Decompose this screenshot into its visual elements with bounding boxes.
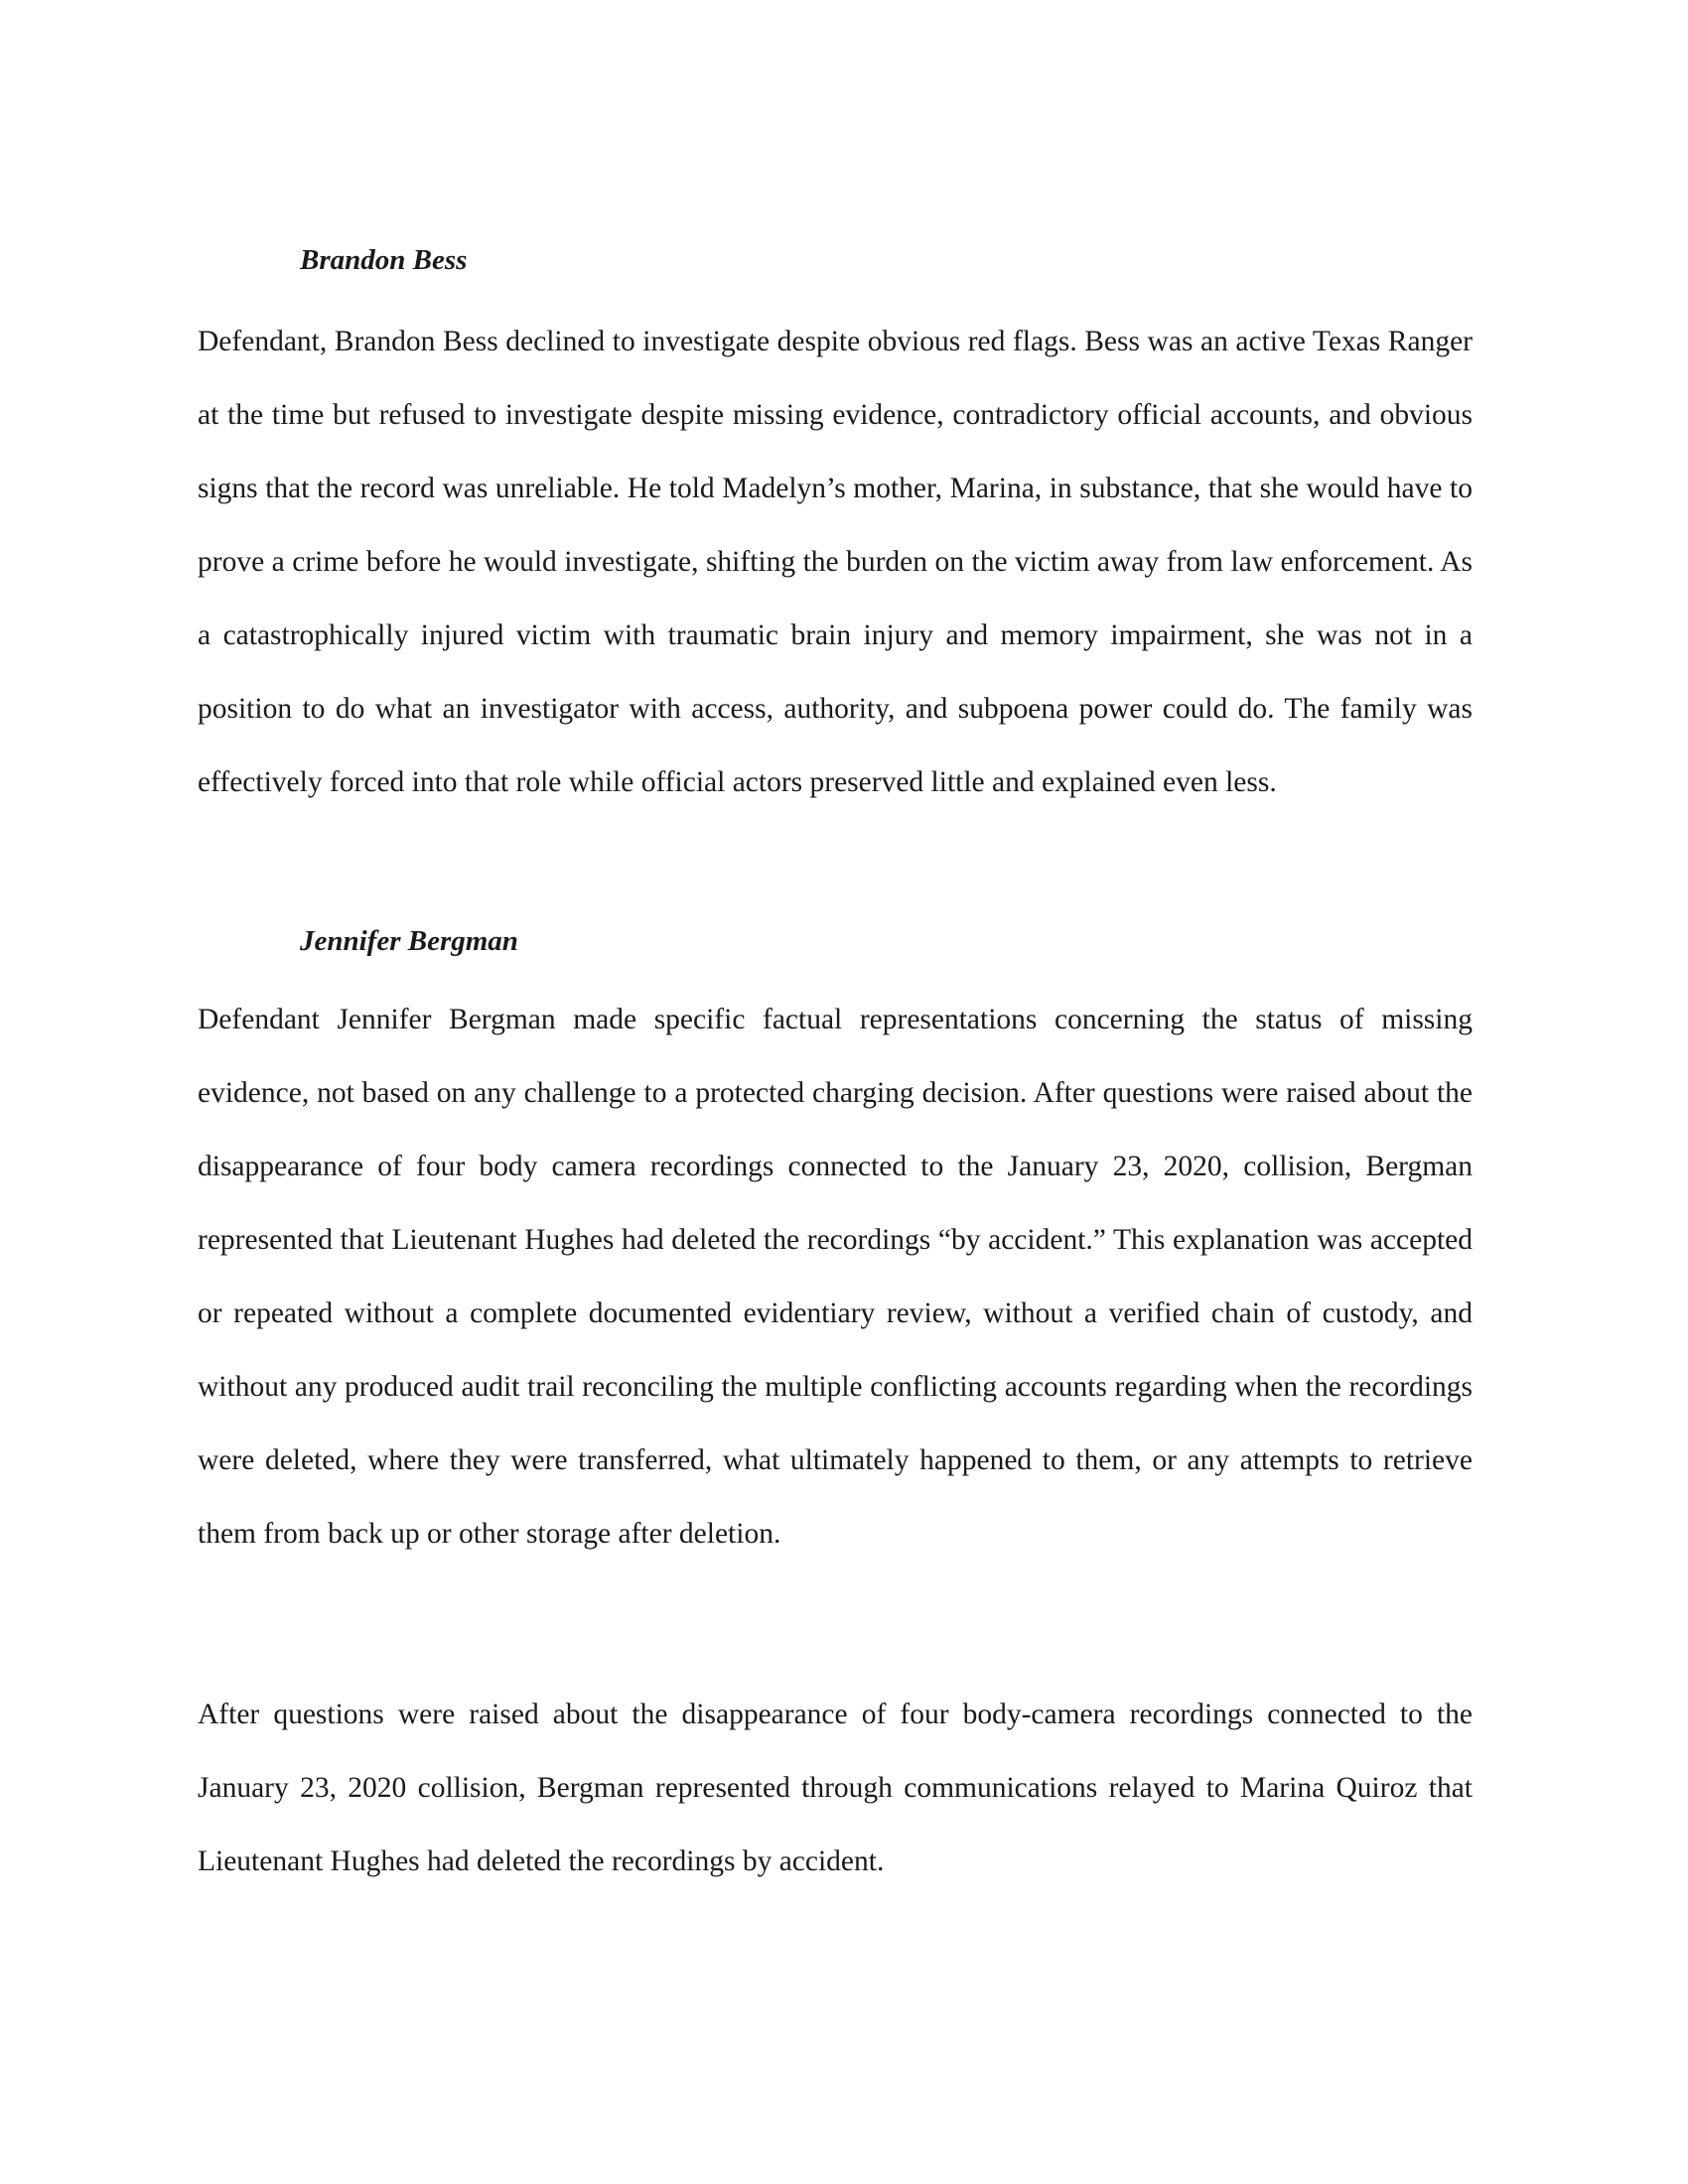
section-heading-brandon-bess: Brandon Bess [300, 244, 468, 276]
paragraph-bergman-body: Defendant Jennifer Bergman made specific factual representations concerning the status of missing evidence, not based on any challenge to a protected charging decision. After questions were raised about the disappearance of four body camera recordings connected to the January 23, 2020, collision, Bergman represented that Lieutenant Hughes had deleted the recordings “by accident.” This explanation was accepted or repeated without a complete documented evidentiary review, without a verified chain of custody, and without any produced audit trail reconciling the multiple conflicting accounts regarding when the recordings were deleted, where they were transferred, what ultimately happened to them, or any attempts to retrieve them from back up or other storage after deletion. [198, 1004, 1473, 1550]
paragraph-bergman-followup: After questions were raised about the disappearance of four body-camera recordings connected to the January 23, 2020 collision, Bergman represented through communications relayed to Marina Quiroz that Lieutenant Hughes had deleted the recordings by accident. [198, 1699, 1473, 1877]
section-heading-jennifer-bergman: Jennifer Bergman [300, 925, 518, 957]
paragraph-bess-body: Defendant, Brandon Bess declined to investigate despite obvious red flags. Bess was an active Texas Ranger at the time but refused to investigate despite missing evidence, contradictory official accounts, and obvious signs that the record was unreliable. He told Madelyn’s mother, Marina, in substance, that she would have to prove a crime before he would investigate, shifting the burden on the victim away from law enforcement. As a catastrophically injured victim with traumatic brain injury and memory impairment, she was not in a position to do what an investigator with access, authority, and subpoena power could do. The family was effectively forced into that role while official actors preserved little and explained even less. [198, 326, 1473, 798]
